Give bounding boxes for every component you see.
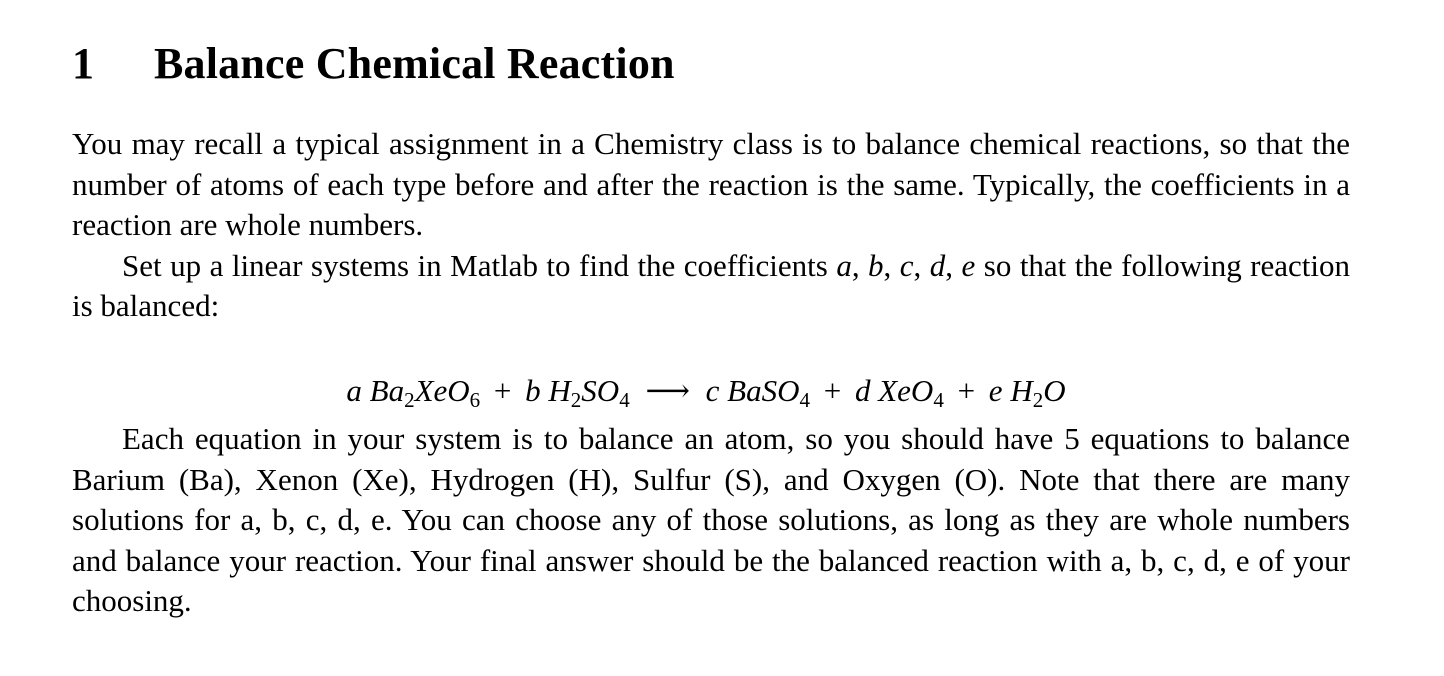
- coef-e: e: [988, 372, 1003, 408]
- balance-instructions-paragraph: Each equation in your system is to balance an atom, so you should have 5 equations to balance Barium (Ba), Xenon (Xe), Hydrogen (H), Sulfur (S), and Oxygen (O). Note that there are many solutions for a, b, c, d, e. You can choose any of those solutions, as long as they are whole numbers and balance your reaction. Your final answer should be the balanced reaction with a, b, c, d, e of your choosing.: [72, 420, 1350, 619]
- compound-baso4: BaSO$_4$: [727, 372, 810, 412]
- coef-b: b: [525, 372, 541, 408]
- plus-sign: +: [823, 372, 842, 408]
- compound-h2o: $H_2O$: [1010, 372, 1066, 412]
- coef-d: d: [854, 372, 871, 408]
- coef-var-a: a: [836, 247, 852, 283]
- compound-xeo4: XeO$_4$: [878, 372, 944, 412]
- section-number: 1: [72, 39, 95, 88]
- compound-ba2xeo6: $Ba_2XeO_6$: [369, 372, 481, 412]
- section-title: Balance Chemical Reaction: [154, 39, 675, 88]
- coef-c: c: [705, 372, 720, 408]
- intro-paragraph: You may recall a typical assignment in a Chemistry class is to balance chemical reactions, so that the number of atoms of each type before and after the reaction is the same. Typically, the coefficients in a reaction are whole numbers.: [72, 126, 1350, 243]
- compound-h2so4: $H_2SO_4$: [548, 372, 630, 412]
- instruction-text-after: so that the following reaction is balanced:: [72, 247, 1350, 324]
- reaction-arrow-icon: ⟶: [645, 372, 690, 408]
- instruction-paragraph: Set up a linear systems in Matlab to find the coefficients a, b, c, d, e so that the following reaction is balanced:: [72, 247, 1350, 324]
- coef-var-e: e: [961, 247, 976, 283]
- coef-var-d: d: [929, 247, 946, 283]
- plus-sign: +: [493, 372, 512, 408]
- instruction-text-before: Set up a linear systems in Matlab to find the coefficients: [122, 247, 837, 283]
- plus-sign: +: [957, 372, 976, 408]
- document-page: [72, 34, 1350, 622]
- coef-var-c: c: [899, 247, 914, 283]
- section-heading: [72, 34, 1350, 94]
- coef-var-b: b: [868, 247, 884, 283]
- coef-a: a: [346, 372, 362, 408]
- reaction-equation: [72, 371, 1350, 411]
